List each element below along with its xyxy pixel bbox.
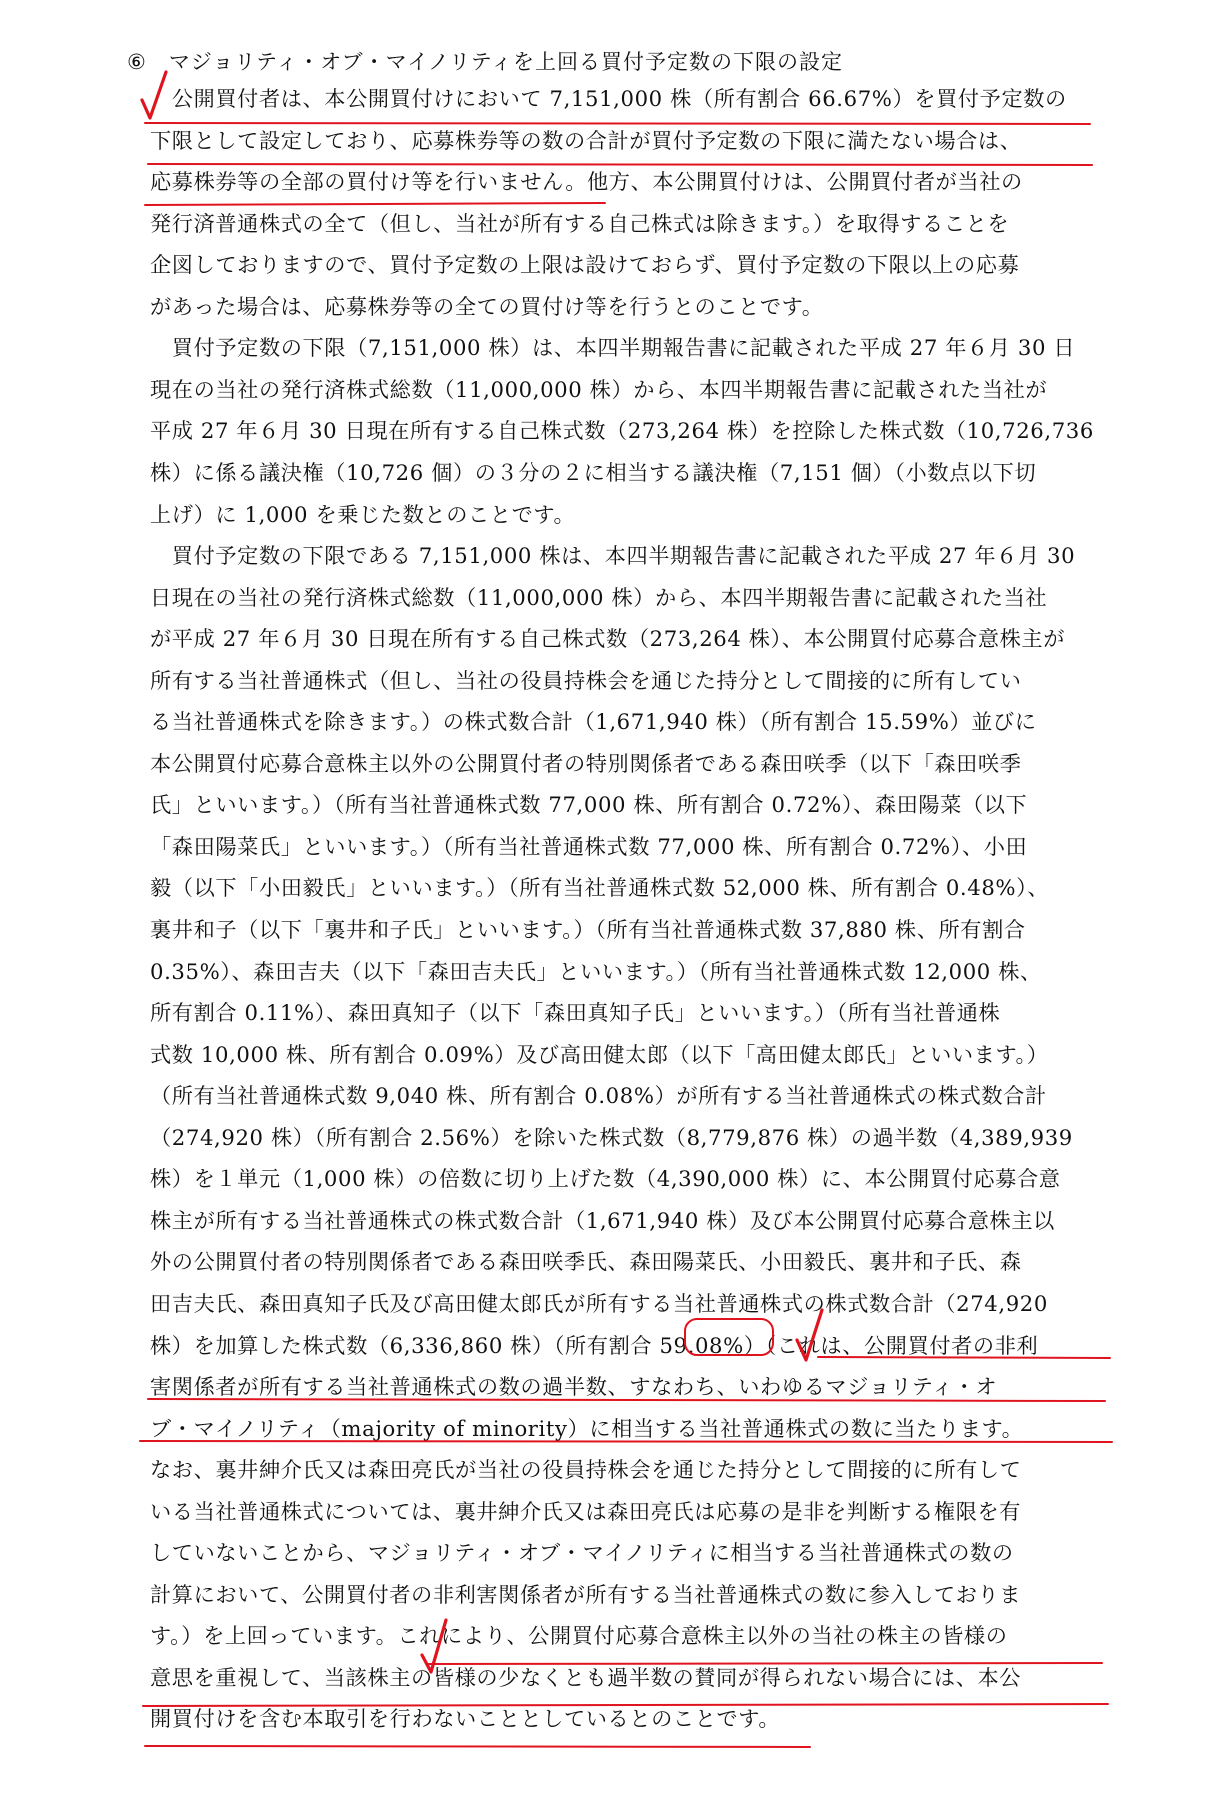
text-line: 裏井和子（以下「裏井和子氏」といいます。）（所有当社普通株式数 37,880 株、所有割合 — [150, 917, 1026, 942]
text-line: 平成 27 年６月 30 日現在所有する自己株式数（273,264 株）を控除した株式数（10,726,736 — [150, 418, 1094, 444]
text-line: 所有割合 0.11%）、森田真知子（以下「森田真知子氏」といいます。）（所有当社普通株 — [150, 1000, 1001, 1026]
text-line: 株）に係る議決権（10,726 個）の３分の２に相当する議決権（7,151 個）（小数点以下切 — [150, 459, 1037, 485]
text-line: があった場合は、応募株券等の全ての買付け等を行うとのことです。 — [150, 293, 824, 319]
text-line: 企図しておりますので、買付予定数の上限は設けておらず、買付予定数の下限以上の応募 — [150, 252, 1020, 278]
underline-mark — [148, 164, 1092, 165]
text-line: 開買付けを含む本取引を行わないこととしているとのことです。 — [150, 1706, 781, 1732]
text-line: 公開買付者は、本公開買付けにおいて 7,151,000 株（所有割合 66.67%）を買付予定数の — [150, 86, 1067, 111]
text-line: 式数 10,000 株、所有割合 0.09%）及び高田健太郎（以下「高田健太郎氏」といいます。） — [150, 1041, 1049, 1067]
section-heading — [127, 46, 843, 76]
text-line: 害関係者が所有する当社普通株式の数の過半数、すなわち、いわゆるマジョリティ・オ — [150, 1374, 998, 1399]
text-line: 買付予定数の下限（7,151,000 株）は、本四半期報告書に記載された平成 27 年６月 30 日 — [150, 335, 1076, 361]
text-line: 本公開買付応募合意株主以外の公開買付者の特別関係者である森田咲季（以下「森田咲季 — [150, 750, 1022, 776]
text-line: 0.35%）、森田吉夫（以下「森田吉夫氏」といいます。）（所有当社普通株式数 12,000 株、 — [150, 958, 1042, 984]
text-line: 日現在の当社の発行済株式総数（11,000,000 株）から、本四半期報告書に記載された当社 — [150, 584, 1048, 610]
text-line: なお、裏井紳介氏又は森田亮氏が当社の役員持株会を通じた持分として間接的に所有して — [150, 1457, 1022, 1483]
text-line: 株主が所有する当社普通株式の株式数合計（1,671,940 株）及び本公開買付応募合意株主以 — [150, 1207, 1055, 1233]
section-title: マジョリティ・オブ・マイノリティを上回る買付予定数の下限の設定 — [168, 50, 844, 74]
text-line: 下限として設定しており、応募株券等の数の合計が買付予定数の下限に満たない場合は、 — [150, 127, 1022, 153]
text-line: 発行済普通株式の全て（但し、当社が所有する自己株式は除きます。）を取得することを — [150, 210, 1010, 236]
text-line: す。）を上回っています。これにより、公開買付応募合意株主以外の当社の株主の皆様の — [150, 1623, 1008, 1649]
text-line: 所有する当社普通株式（但し、当社の役員持株会を通じた持分として間接的に所有してい — [150, 667, 1022, 693]
text-line: 意思を重視して、当該株主の皆様の少なくとも過半数の賛同が得られない場合には、本公 — [150, 1664, 1022, 1690]
text-line: 上げ）に 1,000 を乗じた数とのことです。 — [150, 501, 576, 527]
section-number: ⑥ — [127, 50, 147, 74]
text-line: いる当社普通株式については、裏井紳介氏又は森田亮氏は応募の是非を判断する権限を有 — [150, 1498, 1022, 1524]
underline-mark — [145, 203, 605, 205]
text-line: 「森田陽菜氏」といいます。）（所有当社普通株式数 77,000 株、所有割合 0.72%）、小田 — [150, 833, 1028, 859]
text-line: （274,920 株）（所有割合 2.56%）を除いた株式数（8,779,876 株）の過半数（4,389,939 — [150, 1124, 1073, 1150]
text-line: 株）を１単元（1,000 株）の倍数に切り上げた数（4,390,000 株）に、本公開買付応募合意 — [150, 1166, 1061, 1192]
text-line: 応募株券等の全部の買付け等を行いません。他方、本公開買付けは、公開買付者が当社の — [150, 169, 1023, 195]
text-line: 外の公開買付者の特別関係者である森田咲季氏、森田陽菜氏、小田毅氏、裏井和子氏、森 — [150, 1249, 1022, 1275]
underline-mark — [145, 1746, 810, 1747]
text-line: 田吉夫氏、森田真知子氏及び高田健太郎氏が所有する当社普通株式の株式数合計（274,920 — [150, 1290, 1048, 1316]
text-line: 氏」といいます。）（所有当社普通株式数 77,000 株、所有割合 0.72%）、森田陽菜（以下 — [150, 792, 1028, 818]
text-line: 毅（以下「小田毅氏」といいます。）（所有当社普通株式数 52,000 株、所有割合 0.48%）、 — [150, 875, 1050, 901]
text-line: が平成 27 年６月 30 日現在所有する自己株式数（273,264 株）、本公開買付応募合意株主が — [150, 626, 1065, 652]
text-line: る当社普通株式を除きます。）の株式数合計（1,671,940 株）（所有割合 15.59%）並びに — [150, 709, 1037, 735]
underline-mark — [145, 123, 1090, 124]
text-line: （所有当社普通株式数 9,040 株、所有割合 0.08%）が所有する当社普通株式の株式数合計 — [150, 1083, 1047, 1109]
text-line: ブ・マイノリティ（majority of minority）に相当する当社普通株式の数に当たります。 — [150, 1415, 1024, 1441]
text-line: 買付予定数の下限である 7,151,000 株は、本四半期報告書に記載された平成 27 年６月 30 — [150, 543, 1076, 568]
text-line: 現在の当社の発行済株式総数（11,000,000 株）から、本四半期報告書に記載された当社が — [150, 376, 1048, 402]
text-line: していないことから、マジョリティ・オブ・マイノリティに相当する当社普通株式の数の — [150, 1540, 1014, 1566]
text-line: 計算において、公開買付者の非利害関係者が所有する当社普通株式の数に参入しておりま — [150, 1581, 1022, 1607]
text-line: 株）を加算した株式数（6,336,860 株）（所有割合 59.08%）（これは、公開買付者の非利 — [150, 1332, 1039, 1358]
